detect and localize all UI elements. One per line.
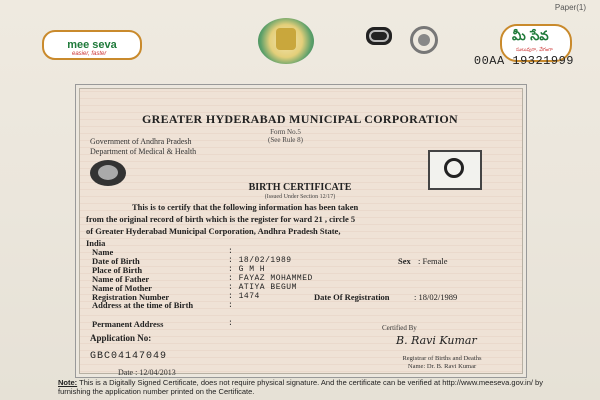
paper-serial: Paper(1) <box>554 3 586 12</box>
state-emblem-icon <box>258 18 314 64</box>
para-line-3: of Greater Hyderabad Municipal Corporation, Andhra Pradesh State, <box>86 226 341 236</box>
issued-under-section: (Issued Under Section 12/17) <box>264 194 336 200</box>
registrar-signature: B. Ravi Kumar <box>396 334 477 347</box>
form-number: Form No.5 <box>270 128 301 136</box>
registration-number-value: : 1474 <box>228 292 260 301</box>
father-label: Name of Father <box>92 274 150 284</box>
para-line-1: This is to certify that the following information has been taken <box>132 202 359 212</box>
pob-label: Place of Birth <box>92 265 143 275</box>
address-at-birth-label: Address at the time of Birth <box>92 300 194 310</box>
mee-seva-logo <box>42 30 142 60</box>
mother-value: : ATIYA BEGUM <box>228 283 297 292</box>
telugu-logo-name: మీ సేవ <box>512 29 549 44</box>
logo-name: mee seva <box>67 39 117 51</box>
registrar-title: Registrar of Births and Deaths <box>402 355 482 362</box>
sex-label: Sex <box>398 256 411 266</box>
government-name: Government of Andhra Pradesh <box>90 137 192 146</box>
note-text: This is a Digitally Signed Certificate, does not require physical signature. And the certificate can be verified at http://www.meeseva.gov.in/ by furnishing the application number printed on the Certificate. <box>58 378 543 396</box>
name-label: Name <box>92 247 114 257</box>
address-at-birth-value: : <box>228 301 234 310</box>
issue-date: Date : 12/04/2013 <box>118 368 176 377</box>
dob-label: Date of Birth <box>92 256 140 266</box>
father-value: : FAYAZ MOHAMMED <box>228 274 313 283</box>
name-value: : <box>228 247 234 256</box>
telugu-logo-tagline: సులువుగా, వేగంగా <box>516 47 553 53</box>
registrar-block <box>372 355 512 371</box>
department-name: Department of Medical & Health <box>90 147 197 156</box>
application-number-block <box>90 333 210 362</box>
dob-value: : 18/02/1989 <box>228 256 292 265</box>
digital-signature-note <box>58 378 554 396</box>
rule-number: (See Rule 8) <box>268 136 303 144</box>
note-label: Note: <box>58 378 78 387</box>
permanent-address-value: : <box>228 319 234 328</box>
registration-date-value: : 18/02/1989 <box>414 292 458 302</box>
corporation-heading: GREATER HYDERABAD MUNICIPAL CORPORATION <box>141 112 459 126</box>
certificate-title: BIRTH CERTIFICATE <box>248 182 352 193</box>
permanent-address-label: Permanent Address <box>92 319 164 329</box>
document-number: 00AA 19321999 <box>473 54 574 68</box>
government-block <box>90 137 196 157</box>
certified-by-label: Certified By <box>382 324 417 332</box>
registrar-name: Name: Dr. B. Ravi Kumar <box>407 363 477 370</box>
para-line-2: from the original record of birth which is the register for ward 21 , circle 5 <box>86 214 356 224</box>
sex-value: : Female <box>418 256 448 266</box>
service-logo-icon <box>410 26 438 54</box>
pob-value: : G M H <box>228 265 266 274</box>
form-number-block <box>268 128 303 144</box>
logo-tagline: easier, faster <box>72 51 107 57</box>
mother-label: Name of Mother <box>92 283 152 293</box>
registration-number-label: Registration Number <box>92 292 170 302</box>
registration-date-label: Date Of Registration <box>314 292 390 302</box>
application-number: GBC04147049 <box>90 351 168 362</box>
nic-logo-icon <box>366 27 392 45</box>
para-line-4: India <box>86 238 106 248</box>
certify-paragraph <box>86 201 522 249</box>
application-number-label: Application No: <box>90 333 152 343</box>
